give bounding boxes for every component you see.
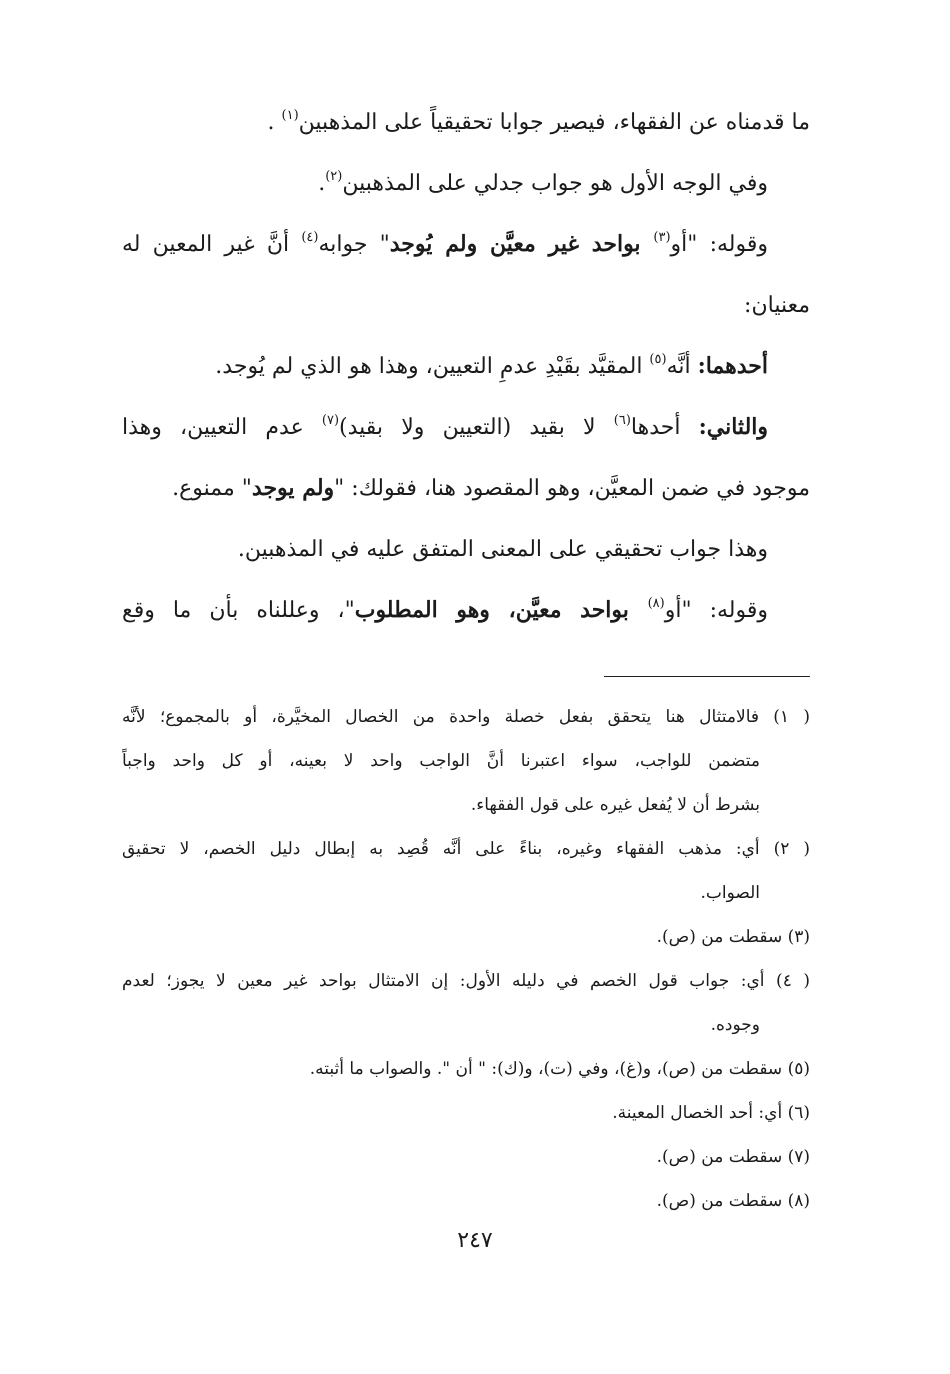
footnote-ref-6[interactable]: (٦) <box>613 412 631 428</box>
paragraph-2: وفي الوجه الأول هو جواب جدلي على المذهبين$^{(٢)}$. <box>318 168 768 196</box>
footnote-ref-2[interactable]: (٢) <box>325 168 343 184</box>
footnote-3: (٣) سقطت من (ص). <box>656 927 810 947</box>
footnote-1-line-2: متضمن للواجب، سواء اعتبرنا أنَّ الواجب واحد لا بعينه، أو كل واحد واجباً <box>122 751 760 771</box>
main-text <box>122 92 810 641</box>
footnote-2: ( ٢) أي: مذهب الفقهاء وغيره، بناءً على أنَّه قُصِد به إبطال دليل الخصم، لا تحقيق <box>122 839 810 859</box>
page-number: ٢٤٧ <box>457 1228 493 1253</box>
paragraph-7: وقوله: "أو$^{(٨)}$ بواحد معيَّن، وهو المطلوب"، وعللناه بأن ما وقع <box>122 595 768 623</box>
paragraph-3: وقوله: "أو$^{(٣)}$ بواحد غير معيَّن ولم يُوجد" جوابه$^{(٤)}$ أنَّ غير المعين له <box>122 229 768 257</box>
footnote-4-line-2: وجوده. <box>710 1015 760 1035</box>
footnote-ref-3[interactable]: (٣) <box>653 229 671 245</box>
paragraph-3-continuation: معنيان: <box>744 293 810 318</box>
footnote-ref-4[interactable]: (٤) <box>301 229 319 245</box>
footnote-4: ( ٤) أي: جواب قول الخصم في دليله الأول: إن الامتثال بواحد غير معين لا يجوز؛ لعدم <box>122 971 810 991</box>
footnote-7: (٧) سقطت من (ص). <box>656 1147 810 1167</box>
quoted-phrase: بواحد غير معيَّن ولم يُوجد <box>389 231 654 257</box>
quoted-phrase: بواحد معيَّن، وهو المطلوب <box>354 597 648 623</box>
footnote-5: (٥) سقطت من (ص)، و(غ)، وفي (ت)، و(ك): " أن ". والصواب ما أثبته. <box>309 1059 810 1079</box>
footnote-separator <box>604 676 810 677</box>
paragraph-6: وهذا جواب تحقيقي على المعنى المتفق عليه في المذهبين. <box>237 537 768 562</box>
footnote-1-line-3: بشرط أن لا يُفعل غيره على قول الفقهاء. <box>470 795 760 815</box>
quoted-phrase: ولم يوجد <box>251 475 335 501</box>
heading-first: أحدهما: <box>697 353 768 379</box>
footnote-8: (٨) سقطت من (ص). <box>656 1191 810 1211</box>
footnote-1: ( ١) فالامتثال هنا يتحقق بفعل خصلة واحدة من الخصال المخيَّرة، أو بالمجموع؛ لأنَّه <box>122 707 810 727</box>
footnote-6: (٦) أي: أحد الخصال المعينة. <box>612 1103 810 1123</box>
paragraph-4: أحدهما: أنَّه$^{(٥)}$ المقيَّد بقَيْدِ عدمِ التعيين، وهذا هو الذي لم يُوجد. <box>215 351 768 379</box>
heading-second: والثاني: <box>698 414 769 440</box>
paragraph-5: والثاني: أحدها$^{(٦)}$ لا بقيد (التعيين ولا بقيد)$^{(٧)}$ عدم التعيين، وهذا <box>122 412 769 440</box>
footnote-ref-7[interactable]: (٧) <box>321 412 340 428</box>
paragraph-1: ما قدمناه عن الفقهاء، فيصير جوابا تحقيقياً على المذهبين$^{(١)}$ . <box>267 107 810 135</box>
footnote-ref-8[interactable]: (٨) <box>647 595 665 611</box>
footnote-2-line-2: الصواب. <box>700 883 760 903</box>
footnote-ref-1[interactable]: (١) <box>281 107 299 123</box>
footnote-ref-5[interactable]: (٥) <box>649 351 667 367</box>
footnotes <box>122 695 810 1223</box>
paragraph-5-continuation: موجود في ضمن المعيَّن، وهو المقصود هنا، فقولك: "ولم يوجد" ممنوع. <box>172 475 810 501</box>
